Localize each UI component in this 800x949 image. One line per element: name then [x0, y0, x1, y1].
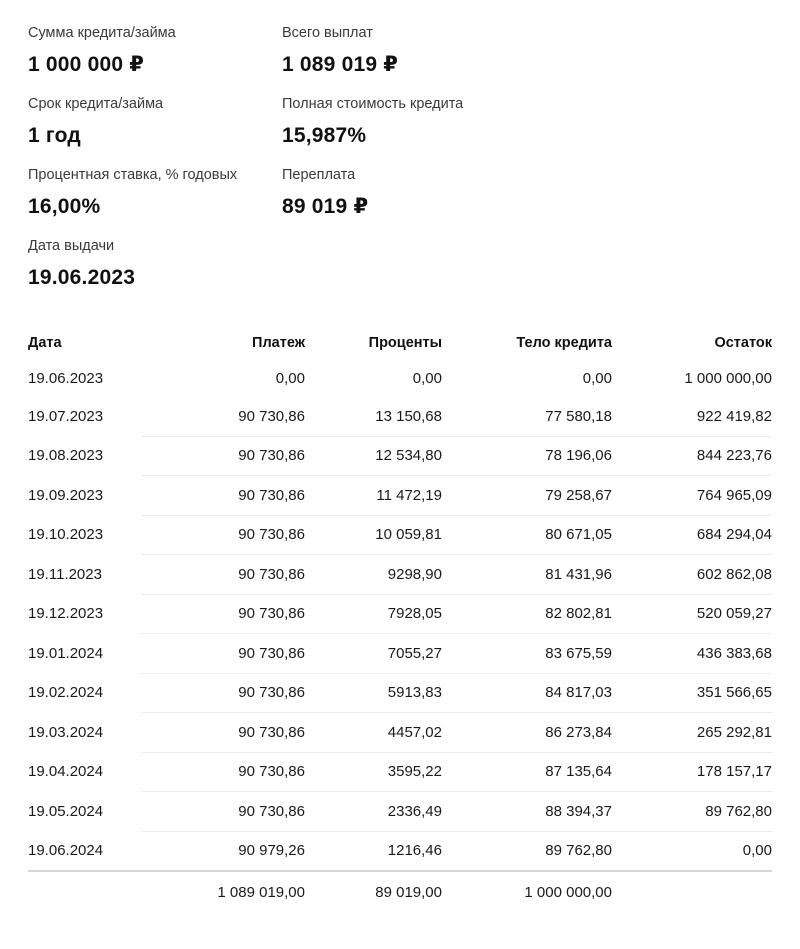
cell-interest: 1216,46 — [305, 831, 442, 871]
cell-principal: 79 258,67 — [442, 476, 612, 516]
table-row — [28, 673, 772, 713]
total-payments-value: 1 089 019 ₽ — [282, 53, 399, 76]
totals-empty-cell — [28, 871, 142, 912]
cell-interest: 2336,49 — [305, 792, 442, 832]
cell-date: 19.12.2023 — [28, 594, 142, 634]
cell-balance: 351 566,65 — [612, 673, 772, 713]
cell-interest: 3595,22 — [305, 752, 442, 792]
rate-value: 16,00% — [28, 195, 101, 218]
cell-date: 19.06.2024 — [28, 831, 142, 871]
cell-balance: 1 000 000,00 — [684, 370, 772, 387]
cell-balance: 684 294,04 — [612, 515, 772, 555]
header-date: Дата — [28, 335, 62, 351]
total-principal: 1 000 000,00 — [524, 883, 612, 901]
cell-principal: 78 196,06 — [442, 436, 612, 476]
cell-balance: 764 965,09 — [612, 476, 772, 516]
cell-interest: 7055,27 — [305, 634, 442, 674]
cell-principal: 83 675,59 — [442, 634, 612, 674]
cell-date: 19.06.2023 — [28, 370, 104, 387]
cell-interest: 13 150,68 — [305, 397, 442, 436]
total-payments-block — [282, 24, 536, 95]
full-cost-value: 15,987% — [282, 124, 367, 147]
cell-payment: 90 730,86 — [142, 476, 305, 516]
cell-date: 19.05.2024 — [28, 792, 142, 832]
loan-amount-value: 1 000 000 ₽ — [28, 53, 145, 76]
total-payments-label: Всего выплат — [282, 25, 373, 41]
overpayment-value: 89 019 ₽ — [282, 195, 369, 218]
loan-amount-block — [28, 24, 282, 95]
table-row — [28, 515, 772, 555]
cell-interest: 7928,05 — [305, 594, 442, 634]
rate-block — [28, 166, 282, 237]
cell-balance: 0,00 — [612, 831, 772, 871]
cell-date: 19.09.2023 — [28, 476, 142, 516]
cell-interest: 0,00 — [412, 370, 442, 387]
cell-principal: 77 580,18 — [442, 397, 612, 436]
cell-date: 19.04.2024 — [28, 752, 142, 792]
totals-empty-balance — [612, 871, 772, 912]
cell-interest: 5913,83 — [305, 673, 442, 713]
rate-label: Процентная ставка, % годовых — [28, 167, 238, 183]
cell-payment: 90 730,86 — [142, 713, 305, 753]
cell-balance: 520 059,27 — [612, 594, 772, 634]
loan-summary — [28, 24, 548, 308]
cell-interest: 11 472,19 — [305, 476, 442, 516]
table-row — [28, 555, 772, 595]
header-principal: Тело кредита — [516, 335, 612, 351]
table-row — [28, 634, 772, 674]
cell-principal: 88 394,37 — [442, 792, 612, 832]
header-interest: Проценты — [368, 335, 442, 351]
cell-principal: 80 671,05 — [442, 515, 612, 555]
cell-interest: 12 534,80 — [305, 436, 442, 476]
cell-interest: 10 059,81 — [305, 515, 442, 555]
table-row — [28, 594, 772, 634]
cell-payment: 90 730,86 — [142, 792, 305, 832]
cell-payment: 90 730,86 — [142, 397, 305, 436]
cell-principal: 82 802,81 — [442, 594, 612, 634]
cell-principal: 84 817,03 — [442, 673, 612, 713]
payment-schedule-table — [28, 326, 772, 912]
cell-payment: 0,00 — [275, 370, 305, 387]
cell-date: 19.08.2023 — [28, 436, 142, 476]
cell-balance: 436 383,68 — [612, 634, 772, 674]
issue-date-block — [28, 237, 282, 308]
cell-payment: 90 730,86 — [142, 555, 305, 595]
table-row — [28, 397, 772, 436]
term-value: 1 год — [28, 124, 81, 147]
cell-date: 19.07.2023 — [28, 397, 142, 436]
cell-payment: 90 730,86 — [142, 634, 305, 674]
totals-row — [28, 871, 772, 912]
cell-principal: 0,00 — [582, 370, 612, 387]
cell-principal: 86 273,84 — [442, 713, 612, 753]
issue-date-label: Дата выдачи — [28, 238, 115, 254]
cell-balance: 922 419,82 — [612, 397, 772, 436]
issue-date-value: 19.06.2023 — [28, 266, 136, 289]
cell-date: 19.10.2023 — [28, 515, 142, 555]
full-cost-block — [282, 95, 536, 166]
cell-payment: 90 730,86 — [142, 752, 305, 792]
header-payment: Платеж — [252, 335, 305, 351]
table-row — [28, 752, 772, 792]
cell-interest: 9298,90 — [305, 555, 442, 595]
cell-payment: 90 730,86 — [142, 515, 305, 555]
cell-balance: 178 157,17 — [612, 752, 772, 792]
overpayment-block — [282, 166, 536, 237]
total-payment: 1 089 019,00 — [217, 883, 305, 901]
table-row — [28, 713, 772, 753]
cell-payment: 90 730,86 — [142, 594, 305, 634]
table-row — [28, 360, 772, 397]
cell-payment: 90 730,86 — [142, 673, 305, 713]
cell-date: 19.11.2023 — [28, 555, 142, 595]
cell-balance: 89 762,80 — [612, 792, 772, 832]
table-row — [28, 831, 772, 871]
cell-balance: 265 292,81 — [612, 713, 772, 753]
cell-date: 19.01.2024 — [28, 634, 142, 674]
table-row — [28, 476, 772, 516]
cell-date: 19.03.2024 — [28, 713, 142, 753]
cell-principal: 81 431,96 — [442, 555, 612, 595]
loan-amount-label: Сумма кредита/займа — [28, 25, 176, 41]
total-interest: 89 019,00 — [375, 883, 442, 901]
cell-payment: 90 979,26 — [142, 831, 305, 871]
table-header-row — [28, 326, 772, 360]
term-label: Срок кредита/займа — [28, 96, 164, 112]
table-row — [28, 436, 772, 476]
cell-payment: 90 730,86 — [142, 436, 305, 476]
overpayment-label: Переплата — [282, 167, 356, 183]
cell-balance: 844 223,76 — [612, 436, 772, 476]
cell-principal: 89 762,80 — [442, 831, 612, 871]
cell-balance: 602 862,08 — [612, 555, 772, 595]
cell-interest: 4457,02 — [305, 713, 442, 753]
term-block — [28, 95, 282, 166]
header-balance: Остаток — [714, 335, 772, 351]
cell-principal: 87 135,64 — [442, 752, 612, 792]
cell-date: 19.02.2024 — [28, 673, 142, 713]
table-row — [28, 792, 772, 832]
full-cost-label: Полная стоимость кредита — [282, 96, 464, 112]
